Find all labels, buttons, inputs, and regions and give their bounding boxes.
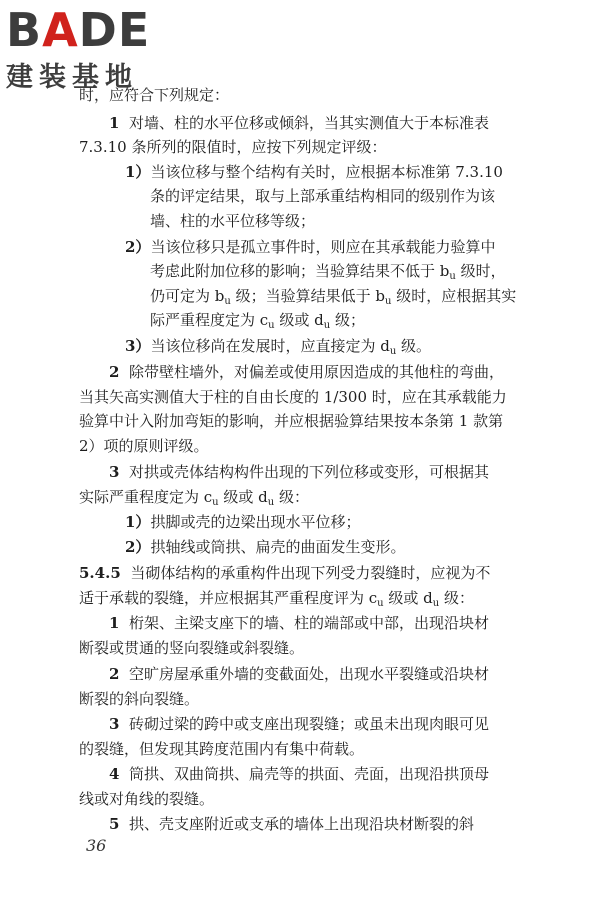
sub-item: 1）当该位移与整个结构有关时，应根据本标准第 7.3.10 xyxy=(125,163,503,181)
page-number: 36 xyxy=(86,836,107,855)
text-line: 的裂缝，但发现其跨度范围内有集中荷载。 xyxy=(79,740,365,758)
clause-item: 2 除带壁柱墙外，对偏差或使用原因造成的其他柱的弯曲， xyxy=(109,363,504,381)
text-line: 条的评定结果，取与上部承重结构相同的级别作为该 xyxy=(150,187,496,205)
clause-item: 5 拱、壳支座附近或支承的墙体上出现沿块材断裂的斜 xyxy=(109,815,474,833)
text-line: 仍可定为 $b_u$ 级；当验算结果低于 $b_u$ 级时，应根据其实 xyxy=(150,287,517,307)
sub-item: 2）拱轴线或筒拱、扁壳的曲面发生变形。 xyxy=(125,538,406,556)
sub-item: 3）当该位移尚在发展时，应直接定为 $d_u$ 级。 xyxy=(125,337,432,357)
clause-item: 2 空旷房屋承重外墙的变截面处，出现水平裂缝或沿块材 xyxy=(109,665,489,683)
text-line: 断裂的斜向裂缝。 xyxy=(79,690,200,708)
clause-item: 3 砖砌过梁的跨中或支座出现裂缝；或虽未出现肉眼可见 xyxy=(109,715,489,733)
text-line: 时，应符合下列规定： xyxy=(79,86,230,104)
text-line: 线或对角线的裂缝。 xyxy=(79,790,215,808)
text-line: 实际严重程度定为 $c_u$ 级或 $d_u$ 级： xyxy=(79,488,309,508)
text-line: 考虑此附加位移的影响；当验算结果不低于 $b_u$ 级时， xyxy=(150,262,506,282)
text-line: 7.3.10 条所列的限值时，应按下列规定评级： xyxy=(79,138,387,156)
logo-wordmark: BADE xyxy=(6,3,151,57)
clause-item: 4 筒拱、双曲筒拱、扁壳等的拱面、壳面，出现沿拱顶母 xyxy=(109,765,489,783)
text-line: 验算中计入附加弯矩的影响，并应根据验算结果按本条第 1 款第 xyxy=(79,412,504,430)
section-heading: 5.4.5 当砌体结构的承重构件出现下列受力裂缝时，应视为不 xyxy=(79,564,491,582)
sub-item: 1）拱脚或壳的边梁出现水平位移； xyxy=(125,513,361,531)
clause-item: 1 对墙、柱的水平位移或倾斜，当其实测值大于本标准表 xyxy=(109,114,489,132)
text-line: 2）项的原则评级。 xyxy=(79,437,209,455)
text-line: 断裂或贯通的竖向裂缝或斜裂缝。 xyxy=(79,639,305,657)
sub-item: 2）当该位移只是孤立事件时，则应在其承载能力验算中 xyxy=(125,238,496,256)
text-line: 墙、柱的水平位移等级； xyxy=(150,212,316,230)
text-line: 适于承载的裂缝，并应根据其严重程度评为 $c_u$ 级或 $d_u$ 级： xyxy=(79,589,474,609)
text-line: 当其矢高实测值大于柱的自由长度的 1/300 时，应在其承载能力 xyxy=(79,388,507,406)
clause-item: 1 桁架、主梁支座下的墙、柱的端部或中部，出现沿块材 xyxy=(109,614,489,632)
logo-subtitle: 建装基地 xyxy=(6,62,138,93)
text-line: 际严重程度定为 $c_u$ 级或 $d_u$ 级； xyxy=(150,311,365,331)
clause-item: 3 对拱或壳体结构构件出现的下列位移或变形，可根据其 xyxy=(109,463,489,481)
